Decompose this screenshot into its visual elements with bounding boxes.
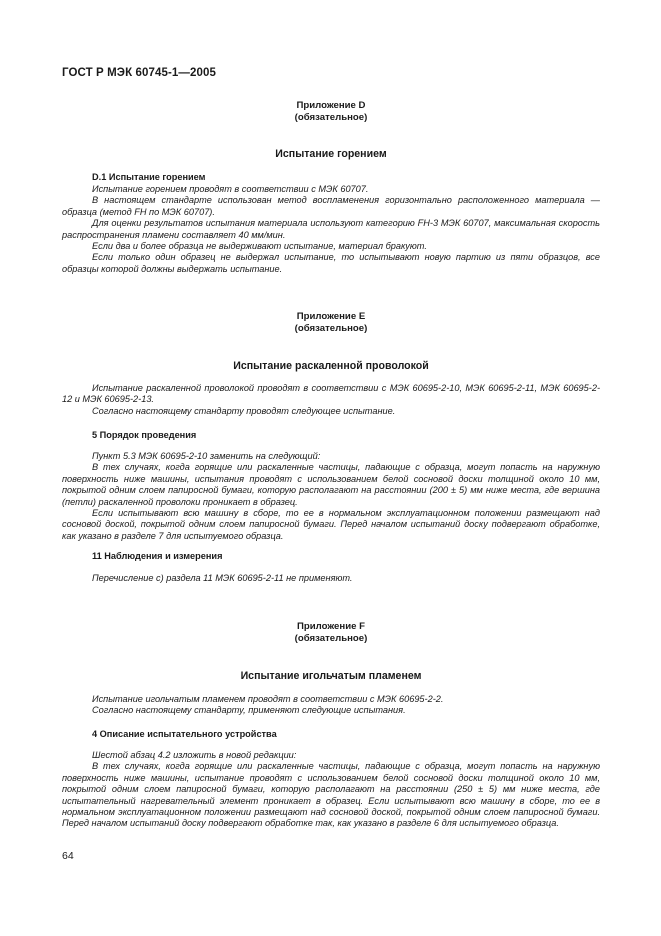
appendix-e-title: Испытание раскаленной проволокой xyxy=(233,360,429,372)
section-4-text xyxy=(62,750,600,830)
paragraph: Если испытывают всю машину в сборе, то ее в нормальном эксплуатационном положении размещают над сосновой доской, покрытой одним слоем папиросной бумаги. Перед началом испытаний доску подвергают обработке, как указано в разделе 7 для испытуемого образца. xyxy=(62,508,600,541)
paragraph: Для оценки результатов испытания материала используют категорию FH-3 МЭК 60707, максимальная скорость распространения пламени составляет 40 мм/мин. xyxy=(62,218,600,240)
paragraph: В настоящем стандарте использован метод воспламенения горизонтально расположенного материала — образца (метод FH по МЭК 60707). xyxy=(62,195,600,217)
section-11-text xyxy=(62,573,600,584)
paragraph: Испытание горением проводят в соответствии с МЭК 60707. xyxy=(92,184,369,194)
appendix-f-label: Приложение F xyxy=(297,621,365,632)
appendix-e-intro xyxy=(62,383,600,417)
paragraph: В тех случаях, когда горящие или раскаленные частицы, падающие с образца, могут попасть на наружную поверхность ниже машины, испытания проводят с использованием белой сосновой доски толщиной около 10 мм, покрытой одним слоем папиросной бумаги, которую располагают на расстоянии (200 ± 5) мм ниже места, где вершина (петли) раскаленной проволоки проникает в образец. xyxy=(62,462,600,507)
paragraph: Если только один образец не выдержал испытание, то испытывают новую партию из пяти образцов, все образцы которой должны выдержать испытание. xyxy=(62,252,600,274)
page-number: 64 xyxy=(62,850,74,862)
appendix-f-status: (обязательное) xyxy=(294,633,368,644)
appendix-d-title: Испытание горением xyxy=(275,148,387,160)
document-code: ГОСТ Р МЭК 60745-1—2005 xyxy=(62,67,216,79)
paragraph: Если два и более образца не выдерживают испытание, материал бракуют. xyxy=(92,241,427,252)
appendix-d-label: Приложение D xyxy=(296,100,366,111)
paragraph: Перечисление с) раздела 11 МЭК 60695-2-11 не применяют. xyxy=(92,573,353,583)
section-5-text xyxy=(62,451,600,542)
appendix-f-title: Испытание игольчатым пламенем xyxy=(240,670,422,682)
section-11-heading: 11 Наблюдения и измерения xyxy=(92,551,223,561)
paragraph: Шестой абзац 4.2 изложить в новой редакции: xyxy=(92,750,297,760)
section-d1-heading: D.1 Испытание горением xyxy=(92,172,206,182)
paragraph: Согласно настоящему стандарту проводят следующее испытание. xyxy=(92,405,396,416)
appendix-d-text xyxy=(62,184,600,275)
paragraph: Согласно настоящему стандарту, применяют следующие испытания. xyxy=(92,705,406,716)
appendix-f-intro xyxy=(62,694,600,717)
appendix-e-status: (обязательное) xyxy=(294,323,368,334)
paragraph: Пункт 5.3 МЭК 60695-2-10 заменить на следующий: xyxy=(92,451,321,461)
appendix-e-label: Приложение E xyxy=(296,311,366,322)
paragraph: Испытание игольчатым пламенем проводят в соответствии с МЭК 60695-2-2. xyxy=(92,694,444,704)
paragraph: В тех случаях, когда горящие или раскаленные частицы, падающие с образца, могут попасть на наружную поверхность ниже машины, испытание проводят с использованием белой сосновой доски толщиной около 10 мм, покрытой одним слоем папиросной бумаги, которую располагают на расстоянии (250 ± 5) мм ниже места, где испытательный нагревательный элемент проникает в образец. Если испытывают всю машину в сборе, то ее в нормальном эксплуатационном положении размещают над сосновой доской, покрытой одним слоем папиросной бумаги. Перед началом испытаний доску подвергают обработке так, как указано в разделе 6 для испытуемого образца. xyxy=(62,761,600,829)
section-4-heading: 4 Описание испытательного устройства xyxy=(92,729,277,739)
appendix-d-status: (обязательное) xyxy=(294,112,368,123)
section-5-heading: 5 Порядок проведения xyxy=(92,430,197,440)
paragraph: Испытание раскаленной проволокой проводят в соответствии с МЭК 60695-2-10, МЭК 60695-2-11, МЭК 60695-2-12 и МЭК 60695-2-13. xyxy=(62,383,600,405)
